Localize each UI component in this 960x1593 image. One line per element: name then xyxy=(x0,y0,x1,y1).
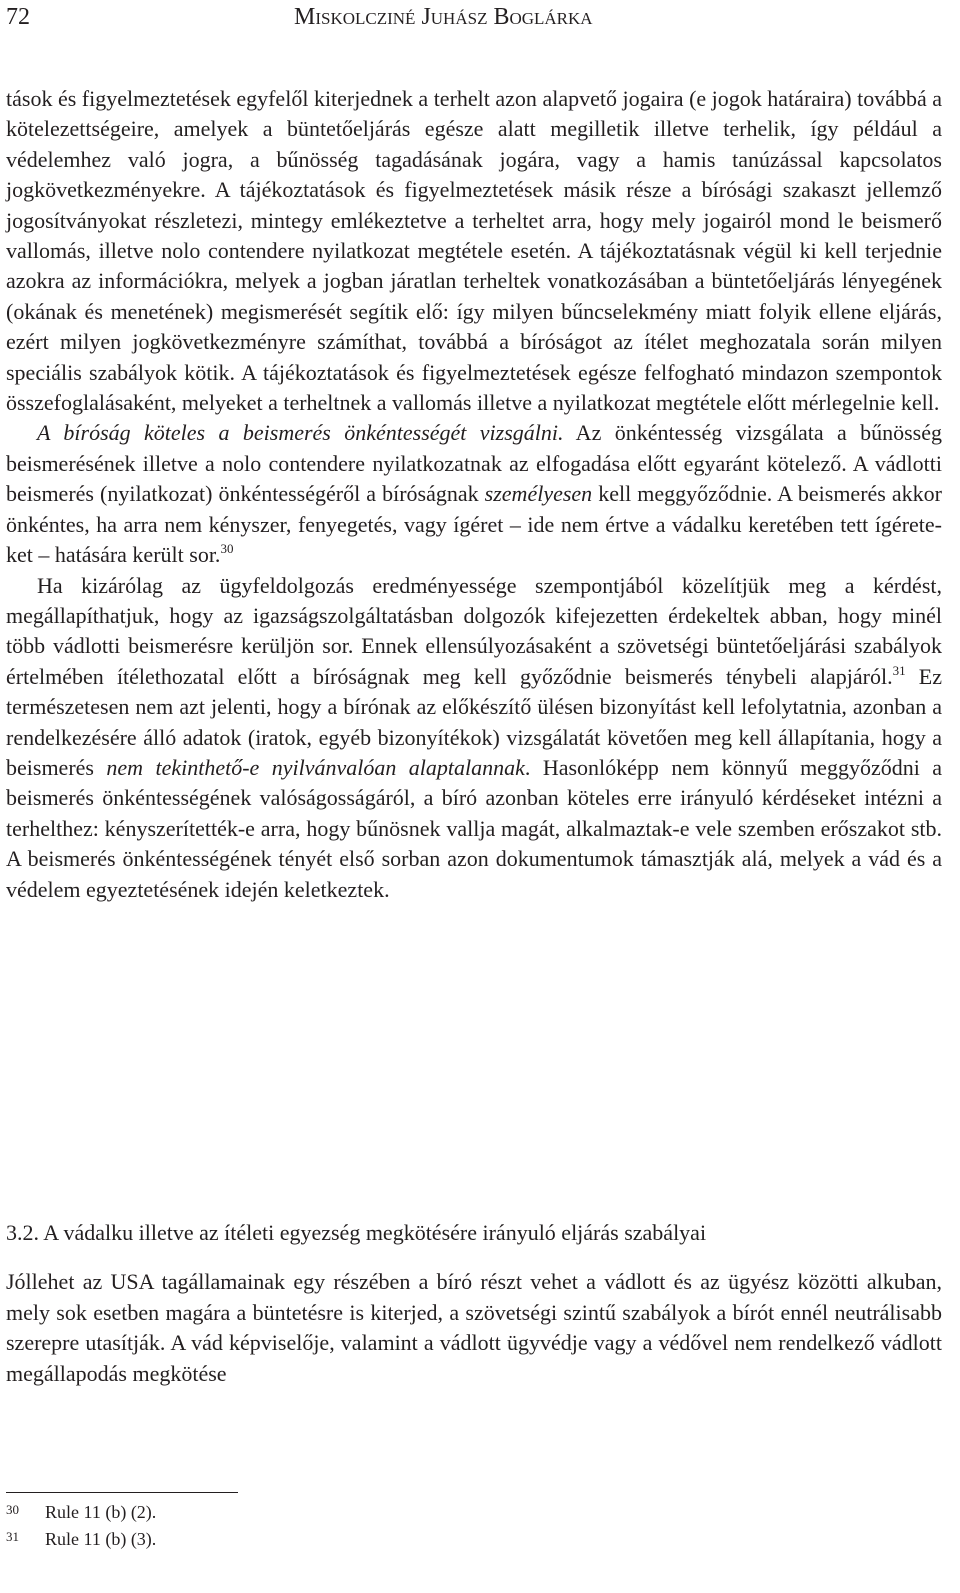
paragraph-1: tások és figyelmeztetések egyfelől kiterjednek a terhelt azon alapvető jogaira (e jogok határaira) továbbá a kötelezettségeire, amelyek a büntetőeljárás egésze alatt megilletik illetve terhelik, így például a védelemhez való jogra, a bűnösség tagadásának jogára, vagy a hamis tanúzással kapcsolatos jogkövetkezményekre. A tájékoztatások és figyelmeztetések másik része a bírósági szakaszt jellemző jogosítványokat részletezi, mintegy emlékeztetve a terheltet arra, hogy mely jogairól mond le beismerő vallomás, illetve nolo contendere nyilatkozat megtétele esetén. A tájékoztatásnak végül ki kell terjednie azokra az információkra, melyek a jogban járatlan terheltek vonatkozásában a büntetőeljárás lényegének (okának és menetének) megismerését segítik elő: így milyen bűncselekmény miatt folyik ellene eljárás, ezért milyen jogkövetkezményre számíthat, továbbá a bíróságot az ítélet meghozatala során milyen speciális szabályok kötik. A tájékoztatások és figyelmeztetések egésze felfogható mindazon szempontok összefoglalásaként, melyeket a terheltnek a vallomás illetve a nyilatkozat megtétele előtt mérlegelnie kell. xyxy=(6,86,942,416)
running-head-author: Miskolcziné Juhász Boglárka xyxy=(294,4,593,30)
paragraph-2-text-a: Az önkéntesség vizsgálata a bűnösség beismerésének illetve a nolo contendere nyilatkozatnak az elfogadása előtt egyaránt kötelező. A vádlotti beismerés (nyilatkozat) önkéntességéről a bíróságnak xyxy=(6,420,942,507)
footnote-31 xyxy=(6,1526,936,1553)
section-paragraph-1: Jóllehet az USA tagállamainak egy részében a bíró részt vehet a vádlott és az ügyész közötti alkuban, mely sok esetben magára a büntetésre is kiterjed, a szövetségi szintű szabályok a bírót ennél neutrálisabb szerepre utasítják. A vád képviselője, valamint a vádlott ügyvédje vagy a védővel nem rendelkező vádlott megállapodás megkötése xyxy=(6,1269,942,1386)
paragraph-2 xyxy=(6,418,942,570)
footnote-text: Rule 11 (b) (2). xyxy=(45,1502,157,1522)
paragraph-2-text-b: kell meggyőződnie. A beismerés akkor önkéntes, ha arra nem kényszer, fenyegetés, vagy ígéret – ide nem értve a vádalku keretében tett ígéreteket – hatására került sor. xyxy=(6,481,942,568)
paragraph-3-text-c: . Hasonlóképp nem könnyű meggyőződni a beismerés önkéntességének valóságosságáról, a bíró azonban köteles erre irányuló kérdéseket intézni a terhelthez: kényszerítették-e arra, hogy bűnösnek vallja magát, alkalmaztak-e vele szemben erőszakot stb. A beismerés önkéntességének tényét első sorban azon dokumentumok támasztják alá, melyek a vád és a védelem egyeztetésének idején keletkeztek. xyxy=(6,754,943,902)
paragraph-3-text-b: Ez természetesen nem azt jelenti, hogy a bírónak az előkészítő ülésen bizonyítást kell lefolytatnia, azonban a rendelkezésére álló adatok (iratok, egyéb bizonyítékok) vizsgálatát követően meg kell állapítania, hogy a beismerés xyxy=(6,663,942,780)
paragraph-3-italic: nem tekinthető-e nyilvánvalóan alaptalannak xyxy=(106,754,525,780)
footnote-30 xyxy=(6,1499,936,1526)
footnote-divider xyxy=(6,1492,238,1493)
paragraph-2-italic-emphasis: személyesen xyxy=(484,481,593,507)
footnote-text: Rule 11 (b) (3). xyxy=(45,1529,157,1549)
main-text xyxy=(6,84,942,905)
footnote-ref-30[interactable]: 30 xyxy=(220,541,234,557)
paragraph-3 xyxy=(6,571,942,905)
page-number: 72 xyxy=(6,4,30,30)
paragraph-2-italic-lead: A bíróság köteles a beismerés önkéntességét vizsgálni. xyxy=(37,420,564,446)
footnote-number: 30 xyxy=(6,1502,19,1517)
section-text xyxy=(6,1267,942,1389)
footnotes xyxy=(6,1499,936,1553)
paragraph-3-text-a: Ha kizárólag az ügyfeldolgozás eredményessége szempontjából közelítjük meg a kérdést, megállapíthatjuk, hogy az igazságszolgáltatásban dolgozók kifejezetten érdekeltek abban, hogy minél több vádlotti beismerésre kerüljön sor. Ennek ellensúlyozásaként a szövetségi büntetőeljárási szabályok értelmében ítélethozatal előtt a bíróságnak meg kell győződnie beismerés ténybeli alapjáról. xyxy=(6,572,942,689)
footnote-number: 31 xyxy=(6,1529,19,1544)
footnote-ref-31[interactable]: 31 xyxy=(892,662,906,678)
section-heading: 3.2. A vádalku illetve az ítéleti egyezség megkötésére irányuló eljárás szabályai xyxy=(6,1220,707,1245)
page-header xyxy=(6,2,940,32)
